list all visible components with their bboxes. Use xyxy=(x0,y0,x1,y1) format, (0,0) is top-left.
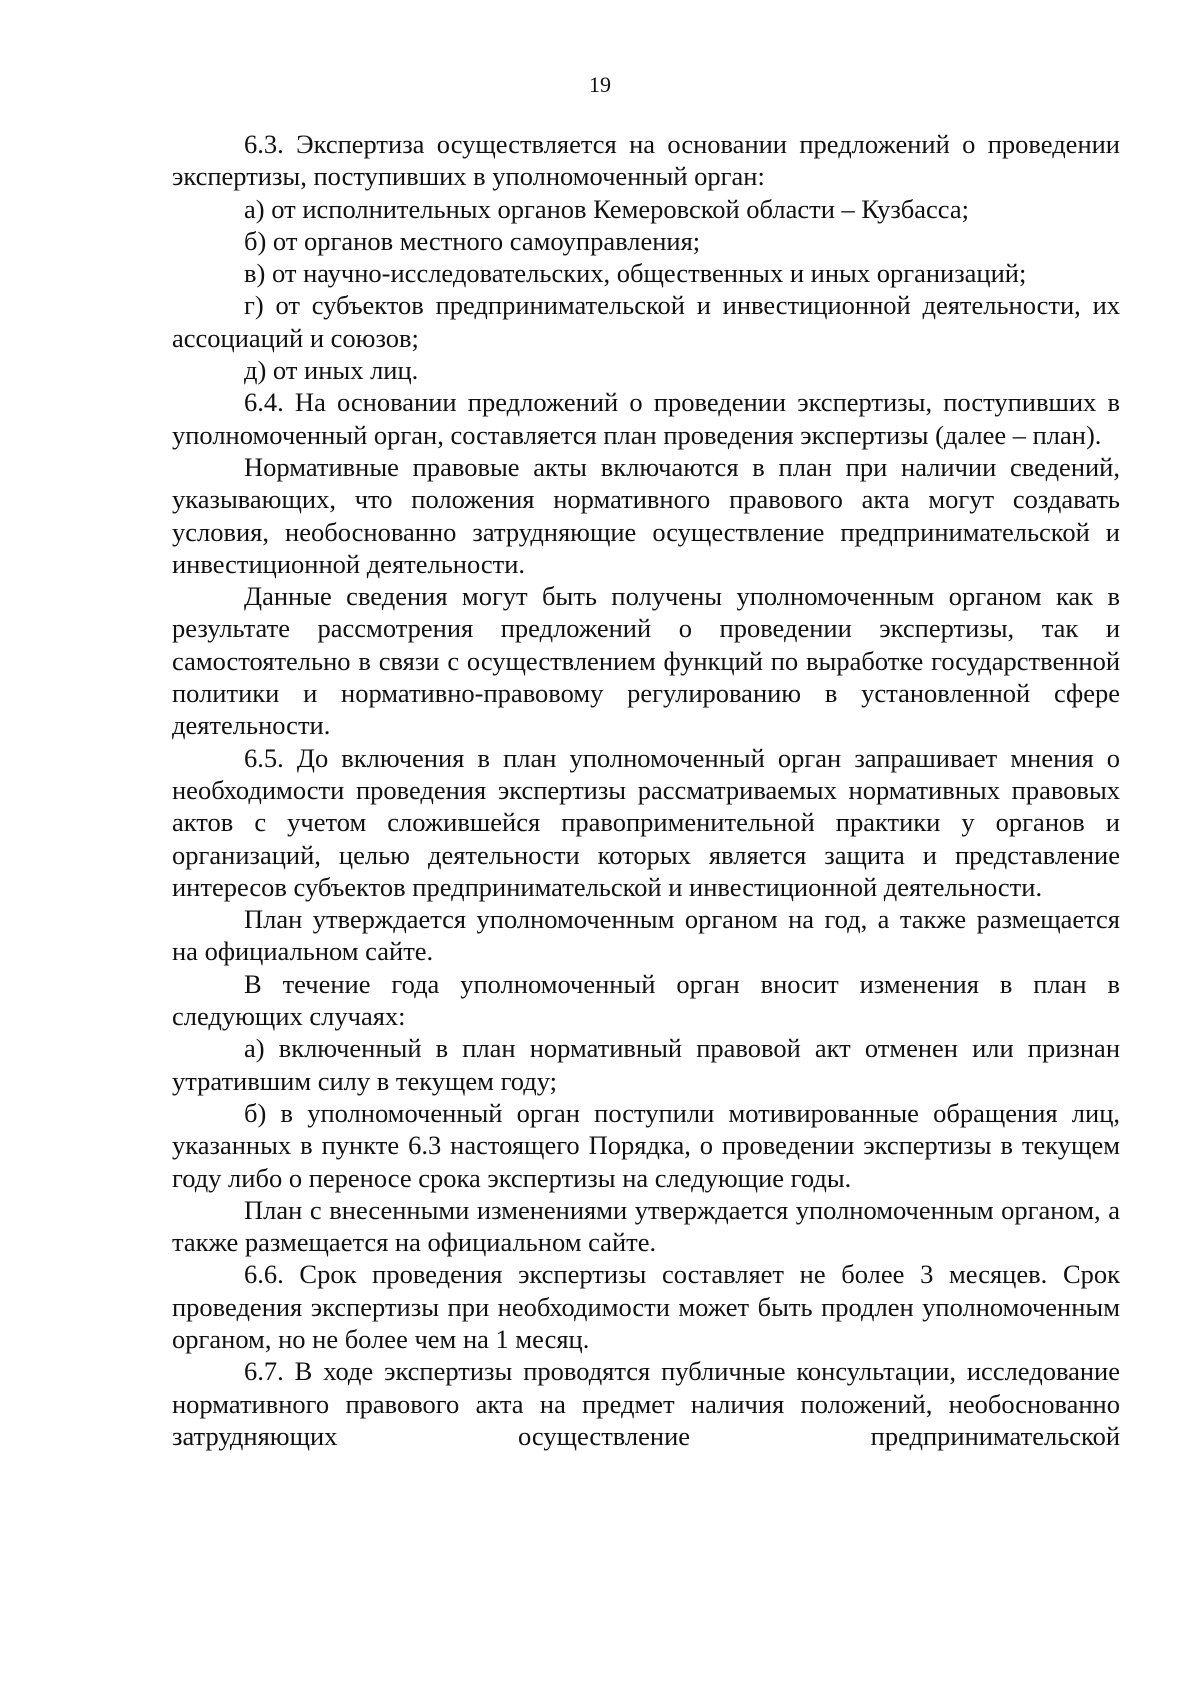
list-item: д) от иных лиц. xyxy=(244,355,419,386)
paragraph: План утверждается уполномоченным органом на год, а также размещается на официальном сайте. xyxy=(172,904,1120,967)
paragraph: Нормативные правовые акты включаются в план при наличии сведений, указывающих, что положения нормативного правового акта могут создавать условия, необоснованно затрудняющие осуществление предпринимательской и инвестиционной деятельности. xyxy=(172,451,1120,579)
paragraph: В течение года уполномоченный орган вносит изменения в план в следующих случаях: xyxy=(172,968,1120,1032)
list-item: б) от органов местного самоуправления; xyxy=(244,225,701,256)
page-number: 19 xyxy=(589,72,611,97)
paragraph: 6.5. До включения в план уполномоченный орган запрашивает мнения о необходимости проведения экспертизы рассматриваемых нормативных правовых актов с учетом сложившейся правоприменительной практики у органов и организаций, целью деятельности которых является защита и представление интересов субъектов предпринимательской и инвестиционной деятельности. xyxy=(172,742,1120,902)
list-item: б) в уполномоченный орган поступили мотивированные обращения лиц, указанных в пункте 6.3 настоящего Порядка, о проведении экспертизы в текущем году либо о переносе срока экспертизы на следующие годы. xyxy=(172,1097,1120,1193)
list-item: г) от субъектов предпринимательской и инвестиционной деятельности, их ассоциаций и союзов; xyxy=(172,290,1120,353)
paragraph: 6.7. В ходе экспертизы проводятся публичные консультации, исследование нормативного правового акта на предмет наличия положений, необоснованно затрудняющих осуществление предпринимательской xyxy=(172,1356,1120,1451)
document-body xyxy=(172,128,1120,1452)
paragraph: План с внесенными изменениями утверждается уполномоченным органом, а также размещается на официальном сайте. xyxy=(172,1194,1120,1258)
paragraph: Данные сведения могут быть получены уполномоченным органом как в результате рассмотрения предложений о проведении экспертизы, так и самостоятельно в связи с осуществлением функций по выработке государственной политики и нормативно-правовому регулированию в установленной сфере деятельности. xyxy=(172,581,1120,741)
list-item: а) включенный в план нормативный правовой акт отменен или признан утратившим силу в текущем году; xyxy=(172,1033,1120,1096)
paragraph: 6.6. Срок проведения экспертизы составляет не более 3 месяцев. Срок проведения экспертизы при необходимости может быть продлен уполномоченным органом, но не более чем на 1 месяц. xyxy=(172,1259,1120,1354)
list-item: в) от научно-исследовательских, общественных и иных организаций; xyxy=(244,258,1027,289)
paragraph: 6.3. Экспертиза осуществляется на основании предложений о проведении экспертизы, поступивших в уполномоченный орган: xyxy=(172,129,1120,192)
paragraph: 6.4. На основании предложений о проведении экспертизы, поступивших в уполномоченный орган, составляется план проведения экспертизы (далее – план). xyxy=(172,387,1120,450)
list-item: а) от исполнительных органов Кемеровской области – Кузбасса; xyxy=(244,193,970,224)
